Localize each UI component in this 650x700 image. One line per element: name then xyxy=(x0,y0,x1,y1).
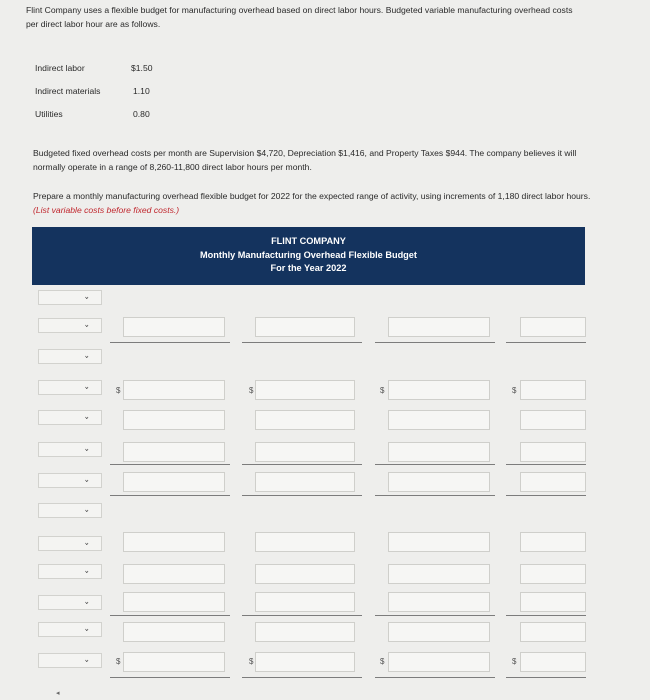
chevron-down-icon: ⌄ xyxy=(84,291,91,301)
chevron-down-icon: ⌄ xyxy=(84,504,91,514)
chevron-down-icon: ⌄ xyxy=(84,596,91,606)
amount-input[interactable] xyxy=(123,410,225,430)
budget-header xyxy=(32,227,585,285)
row-label-dropdown[interactable] xyxy=(38,442,102,457)
row-label-dropdown[interactable] xyxy=(38,536,102,551)
scroll-left-icon[interactable]: ◂ xyxy=(56,690,60,697)
instruction-text: Prepare a monthly manufacturing overhead flexible budget for 2022 for the expected range of activity, using increments of 1,180 direct labor hours. xyxy=(33,191,591,201)
amount-input[interactable] xyxy=(255,564,355,584)
amount-input[interactable] xyxy=(255,652,355,672)
dollar-sign: $ xyxy=(249,386,254,395)
dollar-sign: $ xyxy=(116,657,121,666)
chevron-down-icon: ⌄ xyxy=(84,411,91,421)
amount-input[interactable] xyxy=(123,564,225,584)
amount-input[interactable] xyxy=(123,532,225,552)
amount-input[interactable] xyxy=(255,442,355,462)
total-line xyxy=(375,495,495,496)
amount-input[interactable] xyxy=(388,472,490,492)
amount-input[interactable] xyxy=(388,622,490,642)
amount-input[interactable] xyxy=(520,622,586,642)
amount-input[interactable] xyxy=(255,532,355,552)
rate-name: Indirect labor xyxy=(35,63,85,73)
amount-input[interactable] xyxy=(520,380,586,400)
total-line xyxy=(375,677,495,678)
instruction-note: (List variable costs before fixed costs.) xyxy=(33,205,180,215)
chevron-down-icon: ⌄ xyxy=(84,443,91,453)
amount-input[interactable] xyxy=(520,410,586,430)
amount-input[interactable] xyxy=(520,652,586,672)
total-line xyxy=(110,615,230,616)
chevron-down-icon: ⌄ xyxy=(84,537,91,547)
amount-input[interactable] xyxy=(255,472,355,492)
amount-input[interactable] xyxy=(255,592,355,612)
amount-input[interactable] xyxy=(255,380,355,400)
amount-input[interactable] xyxy=(520,442,586,462)
chevron-down-icon: ⌄ xyxy=(84,474,91,484)
row-label-dropdown[interactable] xyxy=(38,622,102,637)
amount-input[interactable] xyxy=(388,410,490,430)
amount-input[interactable] xyxy=(123,592,225,612)
rate-name: Indirect materials xyxy=(35,86,101,96)
amount-input[interactable] xyxy=(123,472,225,492)
budget-title: Monthly Manufacturing Overhead Flexible Budget xyxy=(200,249,417,260)
amount-input[interactable] xyxy=(520,317,586,337)
dollar-sign: $ xyxy=(512,386,517,395)
amount-input[interactable] xyxy=(388,317,490,337)
total-line xyxy=(506,677,586,678)
amount-input[interactable] xyxy=(520,564,586,584)
total-line xyxy=(242,615,362,616)
row-label-dropdown[interactable] xyxy=(38,380,102,395)
amount-input[interactable] xyxy=(255,622,355,642)
total-line xyxy=(242,342,362,343)
total-line xyxy=(110,342,230,343)
chevron-down-icon: ⌄ xyxy=(84,623,91,633)
fixed-costs-text: Budgeted fixed overhead costs per month are Supervision $4,720, Depreciation $1,416, and Property Taxes $944. The company believes it will normally operate in a range of 8,260-11,800 direct labor hours per month. xyxy=(33,148,577,172)
total-line xyxy=(110,677,230,678)
amount-input[interactable] xyxy=(123,380,225,400)
total-line xyxy=(506,464,586,465)
rate-name: Utilities xyxy=(35,109,63,119)
amount-input[interactable] xyxy=(388,532,490,552)
dollar-sign: $ xyxy=(380,657,385,666)
dollar-sign: $ xyxy=(249,657,254,666)
row-label-dropdown[interactable] xyxy=(38,564,102,579)
amount-input[interactable] xyxy=(388,442,490,462)
total-line xyxy=(242,677,362,678)
total-line xyxy=(506,615,586,616)
row-label-dropdown[interactable] xyxy=(38,653,102,668)
row-label-dropdown[interactable] xyxy=(38,349,102,364)
chevron-down-icon: ⌄ xyxy=(84,654,91,664)
amount-input[interactable] xyxy=(388,652,490,672)
row-label-dropdown[interactable] xyxy=(38,290,102,305)
total-line xyxy=(375,464,495,465)
row-label-dropdown[interactable] xyxy=(38,410,102,425)
budget-period: For the Year 2022 xyxy=(270,263,347,273)
total-line xyxy=(242,495,362,496)
rate-value: $1.50 xyxy=(131,63,153,73)
row-label-dropdown[interactable] xyxy=(38,595,102,610)
chevron-down-icon: ⌄ xyxy=(84,381,91,391)
row-label-dropdown[interactable] xyxy=(38,473,102,488)
amount-input[interactable] xyxy=(255,410,355,430)
dollar-sign: $ xyxy=(116,386,121,395)
chevron-down-icon: ⌄ xyxy=(84,319,91,329)
amount-input[interactable] xyxy=(388,592,490,612)
amount-input[interactable] xyxy=(520,532,586,552)
total-line xyxy=(506,495,586,496)
amount-input[interactable] xyxy=(520,592,586,612)
chevron-down-icon: ⌄ xyxy=(84,350,91,360)
row-label-dropdown[interactable] xyxy=(38,318,102,333)
total-line xyxy=(110,464,230,465)
dollar-sign: $ xyxy=(512,657,517,666)
total-line xyxy=(110,495,230,496)
amount-input[interactable] xyxy=(255,317,355,337)
rate-value: 1.10 xyxy=(133,86,150,96)
amount-input[interactable] xyxy=(520,472,586,492)
amount-input[interactable] xyxy=(123,622,225,642)
total-line xyxy=(506,342,586,343)
amount-input[interactable] xyxy=(123,442,225,462)
total-line xyxy=(375,615,495,616)
company-name: FLINT COMPANY xyxy=(271,236,346,246)
row-label-dropdown[interactable] xyxy=(38,503,102,518)
rate-value: 0.80 xyxy=(133,109,150,119)
amount-input[interactable] xyxy=(123,652,225,672)
dollar-sign: $ xyxy=(380,386,385,395)
total-line xyxy=(242,464,362,465)
chevron-down-icon: ⌄ xyxy=(84,565,91,575)
amount-input[interactable] xyxy=(123,317,225,337)
amount-input[interactable] xyxy=(388,380,490,400)
total-line xyxy=(375,342,495,343)
instructions xyxy=(33,189,593,217)
amount-input[interactable] xyxy=(388,564,490,584)
problem-intro: Flint Company uses a flexible budget for manufacturing overhead based on direct labor hours. Budgeted variable manufacturing overhead costs per direct labor hour are as follows. xyxy=(26,5,573,29)
